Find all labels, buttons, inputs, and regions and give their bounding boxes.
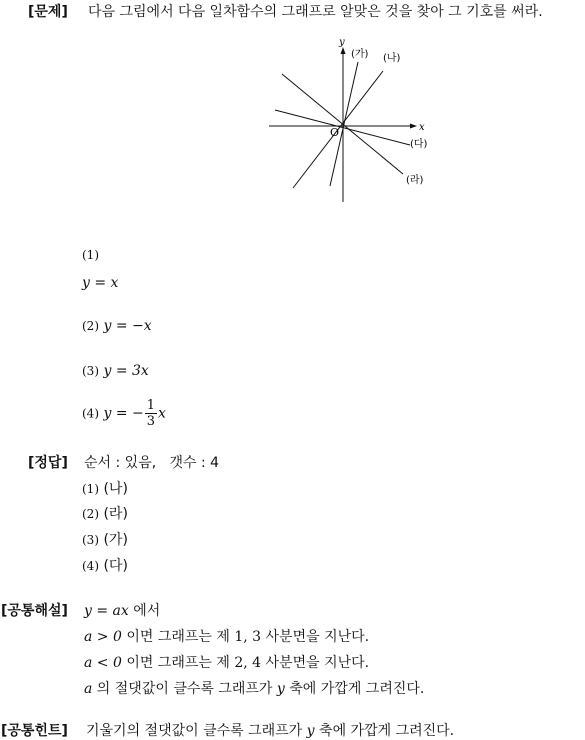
label-na: (나) [383,53,401,64]
explanation-1-math: y = ax [84,603,129,619]
answer-3-number: (3) [82,533,99,547]
x-axis-label: x [419,122,425,133]
answer-2 [82,503,128,523]
answer-1-number: (1) [82,482,99,496]
explanation-2-end: 사분면을 지난다. [261,629,370,645]
explanation-tag: [공통해설] [1,603,68,619]
hint-line [86,720,454,740]
explanation-line-4 [84,678,424,698]
item-2-number: (2) [82,319,99,333]
answer-3-value: (가) [103,532,128,548]
answer-3 [82,529,128,549]
explanation-4-y: y [276,681,285,697]
y-axis-arrow [341,47,346,54]
label-ra: (라) [406,175,424,186]
item-3 [82,363,149,379]
explanation-3-end: 사분면을 지난다. [261,655,370,671]
item-1-number: (1) [82,248,99,262]
explanation-3-quadrants: 2, 4 [234,655,262,671]
origin-label: O [330,126,340,139]
graph-figure [265,35,435,205]
item-4 [82,398,166,429]
hint-y: y [306,723,315,739]
hint-text-a: 기울기의 절댓값이 클수록 그래프가 [86,723,307,739]
answer-1 [82,478,128,498]
item-2-equation: y = −x [103,318,152,334]
y-axis-label: y [339,37,345,48]
explanation-3-math: a < 0 [84,655,122,671]
problem-tag: [문제] [28,4,68,20]
explanation-2-text: 이면 그래프는 제 [121,629,235,645]
problem-text: 다음 그림에서 다음 일차함수의 그래프로 알맞은 것을 찾아 그 기호를 써라. [88,4,543,20]
answer-2-number: (2) [82,507,99,521]
answer-4-value: (다) [103,558,128,574]
label-ga: (가) [351,49,369,60]
label-da: (다) [410,139,428,150]
item-2 [82,318,152,334]
explanation-3-text: 이면 그래프는 제 [121,655,235,671]
explanation-line-3 [84,652,369,672]
explanation-line-2 [84,626,369,646]
explanation-4-math: a [84,681,93,697]
item-4-number: (4) [82,406,99,421]
explanation-4-end: 축에 가깝게 그려진다. [284,681,425,697]
answer-4-number: (4) [82,559,99,573]
explanation-2-math: a > 0 [84,629,122,645]
item-4-fraction [145,398,157,429]
item-4-eq-prefix: y = − [103,405,144,422]
explanation-2-quadrants: 1, 3 [234,629,262,645]
item-4-eq-suffix: x [158,405,166,422]
x-axis-arrow [410,124,417,129]
line-ga [330,62,358,186]
answer-2-value: (라) [103,506,128,522]
answer-tag: [정답] [28,455,68,471]
item-1-equation: y = x [82,275,119,291]
hint-text-b: 축에 가깝게 그려진다. [314,723,455,739]
hint-tag: [공통힌트] [1,723,68,739]
explanation-line-1 [84,600,160,620]
item-4-fraction-denominator: 3 [146,414,156,429]
explanation-1-text: 에서 [128,603,161,619]
item-4-fraction-numerator: 1 [146,398,156,413]
answer-1-value: (나) [103,481,128,497]
item-3-number: (3) [82,364,99,378]
item-3-equation: y = 3x [103,363,149,379]
answer-4 [82,555,128,575]
answer-header: 순서 : 있음, 갯수 : 4 [84,455,220,471]
explanation-4-text: 의 절댓값이 클수록 그래프가 [92,681,277,697]
